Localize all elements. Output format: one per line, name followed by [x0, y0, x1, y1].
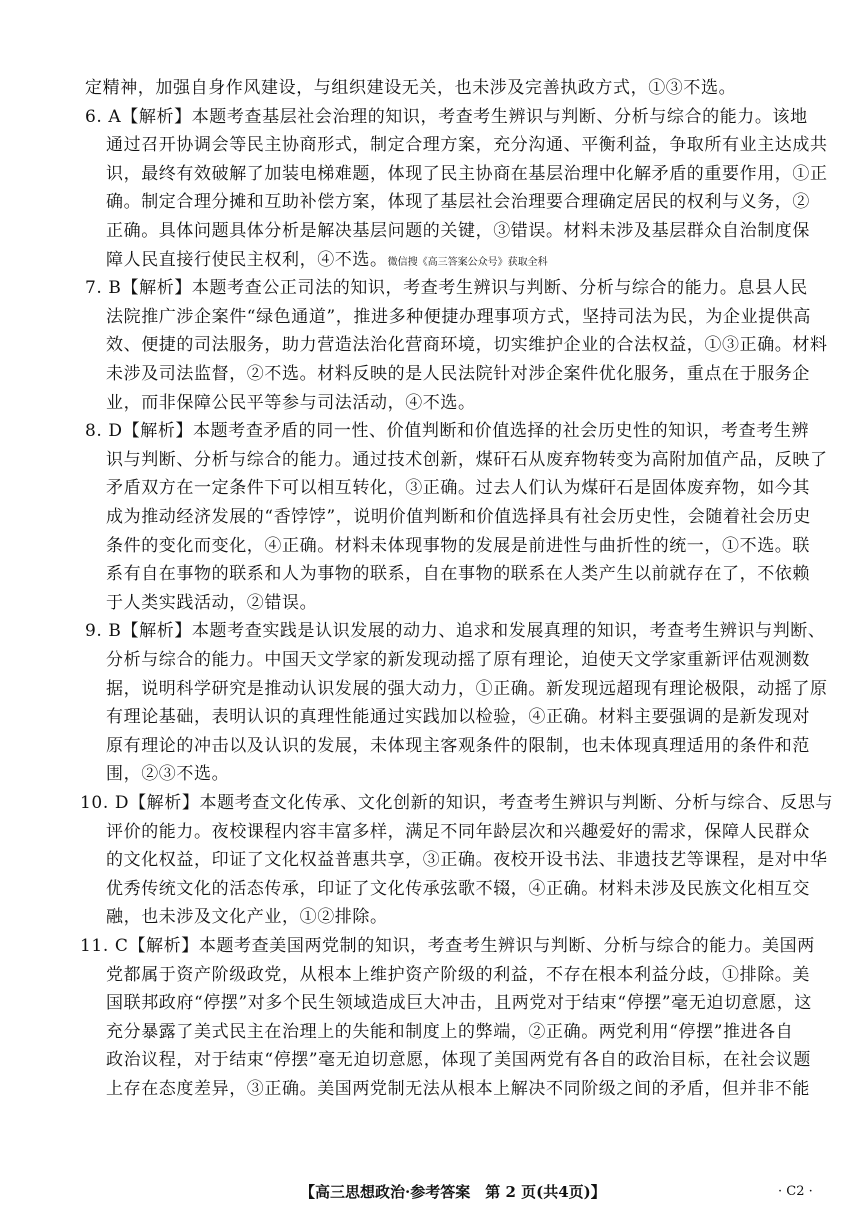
- answer-line: [106, 303, 868, 332]
- answer-line: [106, 246, 868, 275]
- answer-line: [106, 160, 868, 189]
- footer-code: · C2 ·: [778, 1184, 813, 1199]
- answer-line: [106, 360, 868, 389]
- answer-text: 障人民直接行使民主权利，④不选。: [106, 249, 388, 270]
- answer-line: [106, 760, 868, 789]
- question-number: 7.: [85, 278, 103, 299]
- answer-text: 围，②③不选。: [106, 764, 230, 785]
- answer-text: D【解析】本题考查文化传承、文化创新的知识，考查考生辨识与判断、分析与综合、反思与: [114, 793, 834, 813]
- answer-line: [106, 331, 868, 360]
- answer-line: [106, 503, 868, 532]
- answer-line: [106, 818, 868, 847]
- answer-text: 融，也未涉及文化产业，①②排除。: [106, 907, 388, 928]
- answer-text: 原有理论的冲击以及认识的发展，未体现主客观条件的限制，也未体现真理适用的条件和范: [106, 735, 810, 756]
- answer-line: [85, 103, 868, 132]
- answer-line: [106, 446, 868, 475]
- page-footer: [0, 1180, 868, 1204]
- answer-line: [106, 675, 868, 704]
- answer-line: [106, 646, 868, 675]
- answer-line: [106, 1018, 868, 1047]
- answer-text: 分析与综合的能力。中国天文学家的新发现动摇了原有理论，迫使天文学家重新评估观测数: [106, 650, 810, 670]
- answer-line: [106, 703, 868, 732]
- answer-text: 矛盾双方在一定条件下可以相互转化，③正确。过去人们认为煤矸石是固体废弃物，如今其: [106, 478, 810, 499]
- answer-text: 党都属于资产阶级政党，从根本上维护资产阶级的利益，不存在根本利益分歧，①排除。美: [106, 964, 810, 985]
- answer-line: [106, 875, 868, 904]
- answer-line: [106, 732, 868, 761]
- answer-text: 业，而非保障公民平等参与司法活动，④不选。: [106, 392, 476, 413]
- answer-line: [106, 131, 868, 160]
- answer-text: 的文化权益，印证了文化权益普惠共享，③正确。夜校开设书法、非遗技艺等课程，是对中华: [106, 850, 828, 871]
- answer-line: [106, 1075, 868, 1104]
- answer-line: [106, 961, 868, 990]
- answer-text: 系有自在事物的联系和人为事物的联系，自在事物的联系在人类产生以前就存在了，不依赖: [106, 564, 810, 585]
- answer-line: [106, 903, 868, 932]
- answer-text: A【解析】本题考查基层社会治理的知识，考查考生辨识与判断、分析与综合的能力。该地: [108, 106, 808, 127]
- answer-line: [106, 560, 868, 589]
- answer-line: [106, 1046, 868, 1075]
- answer-text: 国联邦政府“停摆”对多个民生领域造成巨大冲击，且两党对于结束“停摆”毫无迫切意愿，这: [106, 993, 812, 1014]
- answer-text: 政治议程，对于结束“停摆”毫无迫切意愿，体现了美国两党有各自的政治目标，在社会议题: [106, 1050, 811, 1071]
- answer-text: 确。制定合理分摊和互助补偿方案，体现了基层社会治理要合理确定居民的权利与义务，②: [106, 192, 810, 213]
- question-number: 6.: [85, 106, 103, 127]
- answer-line: [85, 417, 868, 446]
- answer-text: 法院推广涉企案件“绿色通道”，推进多种便捷办理事项方式，坚持司法为民，为企业提供高: [106, 306, 811, 327]
- answer-text: 正确。具体问题具体分析是解决基层问题的关键，③错误。材料未涉及基层群众自治制度保: [106, 221, 810, 241]
- answer-line: [85, 617, 868, 646]
- answer-text: 效、便捷的司法服务，助力营造法治化营商环境，切实维护企业的合法权益，①③正确。材料: [106, 335, 828, 356]
- question-number: 11.: [80, 936, 109, 956]
- answer-text: 优秀传统文化的活态传承，印证了文化传承弦歌不辍，④正确。材料未涉及民族文化相互交: [106, 878, 810, 899]
- answer-text: 识，最终有效破解了加装电梯难题，体现了民主协商在基层治理中化解矛盾的重要作用，①正: [106, 163, 828, 184]
- answer-line: [106, 846, 868, 875]
- answer-line: [106, 474, 868, 503]
- answer-text: 评价的能力。夜校课程内容丰富多样，满足不同年龄层次和兴趣爱好的需求，保障人民群众: [106, 821, 810, 842]
- answer-text: 据，说明科学研究是推动认识发展的强大动力，①正确。新发现远超现有理论极限，动摇了原: [106, 678, 828, 699]
- answer-line: [106, 188, 868, 217]
- answer-line: [106, 532, 868, 561]
- answer-text: B【解析】本题考查实践是认识发展的动力、追求和发展真理的知识，考查考生辨识与判断、: [108, 621, 826, 642]
- answer-line: [106, 217, 868, 246]
- answer-line: [106, 989, 868, 1018]
- answer-text: 识与判断、分析与综合的能力。通过技术创新，煤矸石从废弃物转变为高附加值产品，反映了: [106, 449, 828, 470]
- answer-text: C【解析】本题考查美国两党制的知识，考查考生辨识与判断、分析与综合的能力。美国两: [114, 936, 815, 956]
- answer-line: [80, 789, 868, 818]
- answer-text: D【解析】本题考查矛盾的同一性、价值判断和价值选择的社会历史性的知识，考查考生辨: [108, 421, 810, 442]
- answer-text: 未涉及司法监督，②不选。材料反映的是人民法院针对涉企案件优化服务，重点在于服务企: [106, 364, 810, 384]
- answer-line: [106, 389, 868, 418]
- answer-text: B【解析】本题考查公正司法的知识，考查考生辨识与判断、分析与综合的能力。息县人民: [108, 278, 808, 299]
- footer-title: 【高三思想政治·参考答案 第 2 页(共4页)】: [300, 1183, 606, 1201]
- question-number: 8.: [85, 421, 103, 442]
- answer-line: [85, 74, 868, 103]
- watermark-note: 微信搜《高三答案公众号》获取全科: [387, 256, 548, 268]
- answer-text: 定精神，加强自身作风建设，与组织建设无关，也未涉及完善执政方式，①③不选。: [85, 78, 737, 98]
- answer-line: [80, 932, 868, 961]
- answer-text: 通过召开协调会等民主协商形式，制定合理方案，充分沟通、平衡利益，争取所有业主达成共: [106, 135, 828, 156]
- answer-text: 于人类实践活动，②错误。: [106, 592, 318, 613]
- answer-text: 条件的变化而变化，④正确。材料未体现事物的发展是前进性与曲折性的统一，①不选。联: [106, 535, 810, 556]
- answer-text: 有理论基础，表明认识的真理性能通过实践加以检验，④正确。材料主要强调的是新发现对: [106, 707, 810, 728]
- answer-text: 充分暴露了美式民主在治理上的失能和制度上的弊端，②正确。两党利用“停摆”推进各自: [106, 1021, 794, 1042]
- answer-line: [106, 589, 868, 618]
- answer-text: 成为推动经济发展的“香饽饽”，说明价值判断和价值选择具有社会历史性，会随着社会历史: [106, 507, 811, 527]
- answer-line: [85, 274, 868, 303]
- question-number: 9.: [85, 621, 103, 642]
- answer-text: 上存在态度差异，③正确。美国两党制无法从根本上解决不同阶级之间的矛盾，但并非不能: [106, 1079, 810, 1099]
- question-number: 10.: [80, 793, 109, 813]
